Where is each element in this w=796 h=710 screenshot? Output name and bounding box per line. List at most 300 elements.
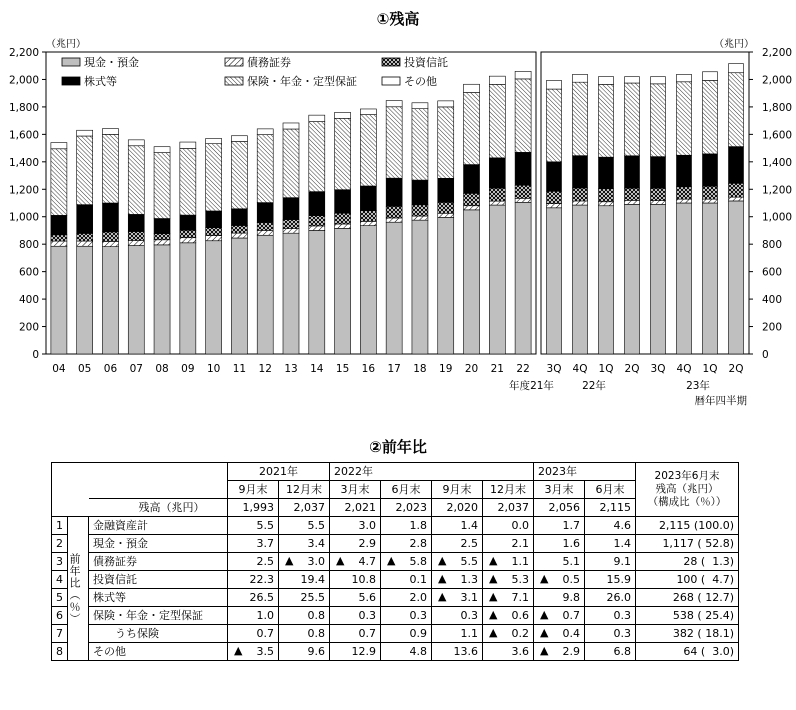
bar-seg-insurance <box>77 136 93 205</box>
last-col-header: 2023年6月末 残高（兆円） （構成比（％）） <box>636 463 739 517</box>
bar-seg-equity <box>206 211 222 228</box>
bar-seg-cash <box>180 243 196 354</box>
bar-seg-insurance <box>729 73 744 147</box>
balance-composition: 268 ( 12.7) <box>636 589 739 607</box>
yoy-value: ▲ 5.8 <box>381 553 432 571</box>
bar-seg-funds <box>489 188 505 201</box>
legend-swatch-equity <box>62 77 80 85</box>
month-header: 9月末 <box>228 481 279 499</box>
ytick-right: 2,200 <box>762 47 793 59</box>
xtick-label: 06 <box>103 363 118 375</box>
negative-marker: ▲ <box>540 572 549 585</box>
bar-seg-other <box>128 140 144 146</box>
ytick-right: 1,200 <box>762 184 793 197</box>
bar-seg-bonds <box>703 199 718 203</box>
year-label: 23年 <box>686 380 710 392</box>
bar-seg-other <box>515 71 531 79</box>
xtick-label: 12 <box>258 363 272 375</box>
year-2022: 2022年 <box>330 463 534 481</box>
yoy-value: 0.7 <box>330 625 381 643</box>
xtick-label: 17 <box>387 363 401 375</box>
negative-marker: ▲ <box>540 644 549 657</box>
xtick-label: 1Q <box>702 363 718 375</box>
bar-seg-cash <box>154 245 170 354</box>
bar-seg-cash <box>677 203 692 354</box>
bar-seg-equity <box>309 192 325 216</box>
legend-label-cash: 現金・預金 <box>84 56 139 69</box>
bar-seg-insurance <box>51 149 67 216</box>
xtick-label: 2Q <box>728 363 744 375</box>
row-number: 7 <box>52 625 68 643</box>
yoy-title: ②前年比 <box>369 438 427 456</box>
bar-seg-funds <box>309 216 325 226</box>
yoy-value: ▲ 1.3 <box>432 571 483 589</box>
bar-seg-other <box>51 143 67 149</box>
yoy-value: ▲ 3.1 <box>432 589 483 607</box>
negative-marker: ▲ <box>489 590 498 603</box>
xtick-label: 07 <box>129 363 143 375</box>
table-row <box>52 643 739 661</box>
xtick-label: 1Q <box>598 363 614 375</box>
balance-composition: 538 ( 25.4) <box>636 607 739 625</box>
month-header: 3月末 <box>330 481 381 499</box>
xtick-label: 21 <box>490 363 505 375</box>
yoy-value: ▲ 2.9 <box>534 643 585 661</box>
bar-seg-other <box>573 74 588 82</box>
year-2021: 2021年 <box>228 463 330 481</box>
negative-marker: ▲ <box>489 572 498 585</box>
xtick-label: 18 <box>413 363 427 375</box>
yoy-value: 13.6 <box>432 643 483 661</box>
row-label: 保険・年金・定型保証 <box>89 607 228 625</box>
bar-seg-cash <box>703 203 718 354</box>
bar-seg-cash <box>257 235 273 354</box>
row-label: 債務証券 <box>89 553 228 571</box>
bar-seg-bonds <box>128 240 144 245</box>
bar-seg-equity <box>703 154 718 186</box>
bar-seg-other <box>102 129 118 135</box>
negative-marker: ▲ <box>438 590 447 603</box>
yoy-value: 9.8 <box>534 589 585 607</box>
balance-composition: 28 ( 1.3) <box>636 553 739 571</box>
yoy-value: 3.6 <box>483 643 534 661</box>
bar-seg-cash <box>412 220 428 354</box>
bar-seg-equity <box>128 214 144 231</box>
ytick-left: 1,400 <box>8 156 39 169</box>
ytick-right: 400 <box>762 294 783 307</box>
balance-value: 2,056 <box>534 499 585 517</box>
month-header: 6月末 <box>381 481 432 499</box>
balance-composition: 2,115 (100.0) <box>636 517 739 535</box>
yoy-value: 4.6 <box>585 517 636 535</box>
balance-value: 1,993 <box>228 499 279 517</box>
bar-seg-funds <box>180 230 196 238</box>
xtick-label: 04 <box>52 363 66 375</box>
bar-seg-funds <box>515 185 531 198</box>
xtick-label: 05 <box>77 363 92 375</box>
xtick-label: 19 <box>439 363 453 375</box>
unit-left: （兆円） <box>46 39 86 50</box>
ytick-left: 0 <box>32 349 39 361</box>
negative-marker: ▲ <box>438 554 447 567</box>
bar-seg-insurance <box>489 84 505 157</box>
table-row <box>52 517 739 535</box>
bar-seg-insurance <box>651 84 666 157</box>
bar-seg-bonds <box>77 241 93 246</box>
bar-seg-funds <box>360 211 376 222</box>
bar-seg-bonds <box>547 204 562 208</box>
legend-swatch-funds <box>382 58 400 66</box>
bar-seg-cash <box>309 230 325 354</box>
yoy-value: ▲ 7.1 <box>483 589 534 607</box>
yoy-value: 1.0 <box>228 607 279 625</box>
yoy-value: 3.4 <box>279 535 330 553</box>
yoy-value: 3.0 <box>330 517 381 535</box>
yoy-value: ▲ 3.5 <box>228 643 279 661</box>
legend-label-bonds: 債務証券 <box>247 56 291 69</box>
bar-seg-insurance <box>102 134 118 203</box>
bar-seg-equity <box>180 215 196 230</box>
yoy-value: 5.6 <box>330 589 381 607</box>
bar-seg-bonds <box>438 213 454 217</box>
bar-seg-other <box>547 80 562 89</box>
table-row <box>52 589 739 607</box>
bar-seg-equity <box>677 155 692 187</box>
balance-composition: 382 ( 18.1) <box>636 625 739 643</box>
row-label: 投資信託 <box>89 571 228 589</box>
month-header: 12月末 <box>483 481 534 499</box>
ytick-left: 2,000 <box>8 74 39 87</box>
xtick-label: 3Q <box>650 363 666 375</box>
yoy-value: 0.3 <box>585 607 636 625</box>
bar-seg-equity <box>729 147 744 184</box>
bar-seg-equity <box>464 165 480 194</box>
ytick-left: 1,200 <box>8 184 39 197</box>
yoy-value: 0.1 <box>381 571 432 589</box>
yoy-value: 2.5 <box>432 535 483 553</box>
yoy-value: 12.9 <box>330 643 381 661</box>
negative-marker: ▲ <box>540 608 549 621</box>
negative-marker: ▲ <box>336 554 345 567</box>
ytick-right: 200 <box>762 321 783 334</box>
x-axis-label-fy: 年度 <box>509 380 530 392</box>
bar-seg-insurance <box>677 82 692 155</box>
bar-seg-bonds <box>102 241 118 246</box>
table-row <box>52 571 739 589</box>
bar-seg-funds <box>386 206 402 218</box>
row-label: うち保険 <box>89 625 228 643</box>
xtick-label: 10 <box>206 363 221 375</box>
ytick-left: 1,800 <box>8 101 39 114</box>
bar-seg-equity <box>547 162 562 192</box>
bar-seg-insurance <box>309 122 325 192</box>
yoy-value: 5.5 <box>228 517 279 535</box>
row-label: 株式等 <box>89 589 228 607</box>
legend-swatch-cash <box>62 58 80 66</box>
yoy-value: 0.3 <box>330 607 381 625</box>
xtick-label: 16 <box>361 363 376 375</box>
bar-seg-equity <box>599 157 614 189</box>
ytick-right: 2,000 <box>762 74 793 87</box>
yoy-value: 1.7 <box>534 517 585 535</box>
ytick-left: 1,600 <box>8 129 39 142</box>
yoy-value: 0.7 <box>228 625 279 643</box>
bar-seg-other <box>154 147 170 153</box>
bar-seg-bonds <box>489 201 505 205</box>
bar-seg-insurance <box>283 129 299 198</box>
yoy-table <box>51 462 739 661</box>
bar-seg-cash <box>729 201 744 354</box>
bar-seg-funds <box>128 232 144 241</box>
bar-seg-cash <box>464 210 480 354</box>
yoy-value: ▲ 1.1 <box>483 553 534 571</box>
bar-seg-bonds <box>51 241 67 246</box>
row-number: 1 <box>52 517 68 535</box>
negative-marker: ▲ <box>438 572 447 585</box>
negative-marker: ▲ <box>285 554 294 567</box>
yoy-value: 15.9 <box>585 571 636 589</box>
yoy-value: 2.5 <box>228 553 279 571</box>
yoy-value: 3.7 <box>228 535 279 553</box>
yoy-value: 1.6 <box>534 535 585 553</box>
bar-seg-other <box>77 130 93 136</box>
bar-seg-funds <box>547 191 562 203</box>
bar-seg-funds <box>703 186 718 199</box>
negative-marker: ▲ <box>540 626 549 639</box>
bar-seg-funds <box>729 183 744 197</box>
bar-seg-cash <box>547 208 562 354</box>
bar-seg-other <box>231 136 247 142</box>
yoy-value: ▲ 0.2 <box>483 625 534 643</box>
bar-seg-other <box>464 84 480 92</box>
bar-seg-equity <box>360 186 376 211</box>
bar-seg-funds <box>573 188 588 201</box>
bar-seg-bonds <box>257 230 273 235</box>
bar-seg-bonds <box>360 221 376 225</box>
bar-seg-funds <box>651 188 666 200</box>
bar-seg-cash <box>206 241 222 354</box>
bar-seg-insurance <box>386 107 402 178</box>
negative-marker: ▲ <box>234 644 243 657</box>
bar-seg-cash <box>231 238 247 354</box>
balance-composition: 64 ( 3.0) <box>636 643 739 661</box>
bar-seg-bonds <box>386 218 402 222</box>
bar-seg-bonds <box>677 199 692 203</box>
legend-swatch-bonds <box>225 58 243 66</box>
ytick-right: 1,400 <box>762 156 793 169</box>
yoy-value: 2.0 <box>381 589 432 607</box>
negative-marker: ▲ <box>387 554 396 567</box>
bar-seg-insurance <box>438 107 454 178</box>
legend-swatch-insurance <box>225 77 243 85</box>
ytick-right: 600 <box>762 266 783 279</box>
balance-value: 2,037 <box>483 499 534 517</box>
bar-seg-equity <box>625 156 640 188</box>
bar-seg-bonds <box>283 229 299 234</box>
yoy-value: 6.8 <box>585 643 636 661</box>
bar-seg-insurance <box>703 80 718 153</box>
ytick-left: 400 <box>18 294 39 307</box>
yoy-value: 0.3 <box>432 607 483 625</box>
xtick-label: 22 <box>516 363 530 375</box>
bar-seg-other <box>438 101 454 107</box>
row-number: 4 <box>52 571 68 589</box>
yoy-value: 2.9 <box>330 535 381 553</box>
ytick-left: 800 <box>18 239 39 252</box>
bar-seg-bonds <box>412 216 428 220</box>
ytick-right: 1,800 <box>762 101 793 114</box>
bar-seg-insurance <box>464 92 480 164</box>
bar-seg-insurance <box>547 89 562 162</box>
bar-seg-bonds <box>231 233 247 238</box>
bar-seg-cash <box>515 202 531 354</box>
yoy-value: 19.4 <box>279 571 330 589</box>
bar-seg-bonds <box>335 224 351 228</box>
bar-seg-cash <box>599 206 614 354</box>
bar-seg-equity <box>231 209 247 226</box>
yoy-value: 0.3 <box>585 625 636 643</box>
yoy-value: 9.1 <box>585 553 636 571</box>
table-row <box>52 625 739 643</box>
balance-value: 2,115 <box>585 499 636 517</box>
year-label: 21年 <box>530 380 554 392</box>
bar-seg-cash <box>51 246 67 354</box>
bar-seg-equity <box>335 190 351 214</box>
yoy-value: ▲ 5.5 <box>432 553 483 571</box>
legend <box>62 55 448 88</box>
month-header: 3月末 <box>534 481 585 499</box>
bar-seg-bonds <box>154 240 170 245</box>
bar-seg-other <box>206 138 222 143</box>
bar-seg-funds <box>677 187 692 199</box>
xtick-label: 13 <box>284 363 298 375</box>
balance-composition: 1,117 ( 52.8) <box>636 535 739 553</box>
balance-value: 2,021 <box>330 499 381 517</box>
xtick-label: 3Q <box>546 363 562 375</box>
yoy-value: 9.6 <box>279 643 330 661</box>
bar-seg-funds <box>464 193 480 205</box>
yoy-value: 1.1 <box>432 625 483 643</box>
bar-seg-equity <box>283 198 299 220</box>
bar-seg-funds <box>102 232 118 242</box>
bar-seg-equity <box>515 152 531 185</box>
balance-value: 2,023 <box>381 499 432 517</box>
yoy-value: 5.5 <box>279 517 330 535</box>
bar-seg-bonds <box>180 238 196 243</box>
bar-seg-equity <box>154 219 170 234</box>
bar-seg-equity <box>386 178 402 206</box>
xtick-label: 15 <box>335 363 350 375</box>
ytick-right: 800 <box>762 239 783 252</box>
yoy-value: 0.8 <box>279 607 330 625</box>
table-row <box>52 607 739 625</box>
ytick-right: 1,600 <box>762 129 793 142</box>
bar-seg-funds <box>51 235 67 241</box>
bar-seg-insurance <box>360 115 376 186</box>
yoy-value: 25.5 <box>279 589 330 607</box>
bar-seg-cash <box>128 246 144 354</box>
balance-composition: 100 ( 4.7) <box>636 571 739 589</box>
bar-seg-equity <box>489 158 505 188</box>
bar-seg-cash <box>386 222 402 354</box>
row-number: 6 <box>52 607 68 625</box>
balance-label: 残高（兆円） <box>89 499 228 517</box>
bar-seg-cash <box>360 226 376 354</box>
yoy-value: 1.8 <box>381 517 432 535</box>
unit-right: （兆円） <box>714 39 754 50</box>
ytick-right: 0 <box>762 349 769 361</box>
xtick-label: 14 <box>310 363 324 375</box>
bar-seg-cash <box>573 205 588 354</box>
bar-seg-bonds <box>573 201 588 205</box>
bar-seg-bonds <box>625 200 640 204</box>
bar-seg-funds <box>206 228 222 236</box>
xtick-label: 4Q <box>676 363 692 375</box>
bar-seg-cash <box>335 228 351 354</box>
bar-seg-other <box>180 142 196 148</box>
bar-seg-other <box>677 74 692 81</box>
bar-seg-other <box>599 77 614 85</box>
bar-seg-equity <box>438 178 454 202</box>
bar-seg-bonds <box>464 206 480 210</box>
bar-seg-bonds <box>515 198 531 202</box>
ytick-left: 200 <box>18 321 39 334</box>
balance-value: 2,037 <box>279 499 330 517</box>
bar-seg-insurance <box>412 109 428 180</box>
bar-seg-funds <box>77 233 93 241</box>
bar-seg-other <box>335 112 351 118</box>
yoy-value: 1.4 <box>432 517 483 535</box>
negative-marker: ▲ <box>489 608 498 621</box>
bar-seg-funds <box>412 205 428 216</box>
row-number: 8 <box>52 643 68 661</box>
bar-seg-equity <box>573 156 588 188</box>
bar-seg-cash <box>77 246 93 354</box>
yoy-value: 26.5 <box>228 589 279 607</box>
month-header: 9月末 <box>432 481 483 499</box>
yoy-value: 10.8 <box>330 571 381 589</box>
chart-title: ①残高 <box>376 10 420 28</box>
month-header: 6月末 <box>585 481 636 499</box>
yoy-value: ▲ 0.7 <box>534 607 585 625</box>
bar-seg-insurance <box>206 144 222 211</box>
yoy-value: ▲ 0.4 <box>534 625 585 643</box>
bar-seg-funds <box>625 188 640 200</box>
bar-seg-other <box>489 76 505 84</box>
legend-label-other: その他 <box>404 75 437 88</box>
bar-seg-cash <box>651 204 666 354</box>
bar-seg-equity <box>102 203 118 232</box>
bar-seg-insurance <box>231 142 247 209</box>
row-label: 現金・預金 <box>89 535 228 553</box>
yoy-value: 5.1 <box>534 553 585 571</box>
bar-seg-other <box>703 72 718 81</box>
year-2023: 2023年 <box>534 463 636 481</box>
bar-seg-other <box>625 77 640 83</box>
legend-label-funds: 投資信託 <box>404 56 448 69</box>
bar-seg-funds <box>283 220 299 229</box>
side-label: 前年比（％） <box>68 552 81 625</box>
bar-seg-insurance <box>515 79 531 152</box>
legend-label-equity: 株式等 <box>84 75 117 88</box>
bar-seg-insurance <box>154 153 170 219</box>
month-header: 12月末 <box>279 481 330 499</box>
bar-seg-funds <box>257 222 273 230</box>
bar-seg-cash <box>438 217 454 354</box>
yoy-value: ▲ 5.3 <box>483 571 534 589</box>
bar-seg-cash <box>625 204 640 354</box>
legend-swatch-other <box>382 77 400 85</box>
